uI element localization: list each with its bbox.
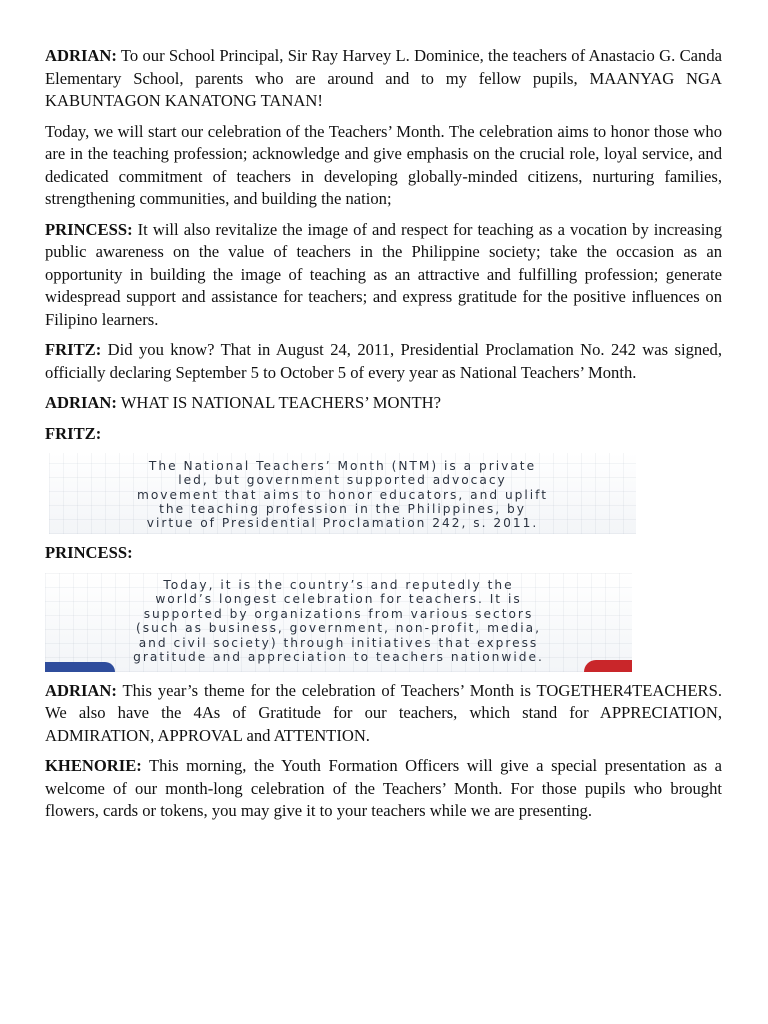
- paragraph-princess-revitalize: [45, 219, 722, 332]
- quote-line: the teaching profession in the Philippines, by: [159, 501, 526, 516]
- paragraph-adrian-greeting: [45, 45, 722, 113]
- longest-celebration-image: [45, 573, 632, 672]
- quote-line: led, but government supported advocacy: [178, 473, 507, 488]
- document-body: [45, 45, 722, 831]
- speaker-label: PRINCESS:: [45, 219, 133, 239]
- paragraph-text: Did you know? That in August 24, 2011, Presidential Proclamation No. 242 was signed, officially declaring September 5 to October 5 of every year as National Teachers’ Month.: [45, 340, 722, 382]
- quote-line: and civil society) through initiatives that express: [138, 635, 539, 650]
- longest-celebration-text: [45, 573, 632, 666]
- paragraph-fritz-proclamation: [45, 339, 722, 384]
- paragraph-adrian-theme: [45, 680, 722, 748]
- speaker-label-fritz: FRITZ:: [45, 423, 102, 443]
- speaker-label: ADRIAN:: [45, 393, 117, 412]
- paragraph-text: To our School Principal, Sir Ray Harvey L. Dominice, the teachers of Anastacio G. Canda Elementary School, parents who are around and to my fellow pupils, MAANYAG NGA KABUNTAGON KANATONG TANAN!: [45, 46, 722, 110]
- paragraph-text: It will also revitalize the image of and respect for teaching as a vocation by increasing public awareness on the value of teachers in the Philippine society; take the occasion as an opportunity in building the image of teaching as an attractive and fulfilling profession; generate widespread support and assistance for teachers; and express gratitude for the positive influences on Filipino learners.: [45, 219, 722, 329]
- ntm-definition-image: [49, 453, 636, 534]
- paragraph-adrian-question: [45, 392, 722, 415]
- quote-line: The National Teachers’ Month (NTM) is a private: [148, 459, 537, 473]
- speaker-label: ADRIAN:: [45, 46, 117, 65]
- paragraph-text: This morning, the Youth Formation Officers will give a special presentation as a welcome of our month-long celebration of the Teachers’ Month. For those pupils who brought flowers, cards or tokens, you may give it to your teachers while we are presenting.: [45, 756, 722, 820]
- quote-line: world’s longest celebration for teachers. It is: [155, 592, 522, 607]
- quote-line: (such as business, government, non-profit, media,: [135, 621, 541, 636]
- speaker-label: KHENORIE:: [45, 756, 142, 775]
- ntm-definition-text: [49, 453, 636, 530]
- paragraph-khenorie-presentation: [45, 755, 722, 823]
- quote-line: gratitude and appreciation to teachers nationwide.: [133, 650, 544, 665]
- paragraph-celebration-aims: [45, 121, 722, 211]
- blue-sash-decoration: [45, 662, 115, 672]
- paragraph-text: Today, we will start our celebration of the Teachers’ Month. The celebration aims to honor those who are in the teaching profession; acknowledge and give emphasis on the crucial role, loyal service, and dedicated commitment of teachers in developing globally-minded citizens, nurturing families, strengthening communities, and building the nation;: [45, 121, 722, 208]
- quote-line: movement that aims to honor educators, and uplift: [136, 487, 549, 502]
- quote-line: supported by organizations from various sectors: [143, 606, 534, 621]
- quote-line: Today, it is the country’s and reputedly the: [163, 577, 514, 592]
- speaker-label-princess: PRINCESS:: [45, 543, 133, 562]
- quote-line: virtue of Presidential Proclamation 242, s. 2011.: [146, 516, 539, 531]
- paragraph-text: WHAT IS NATIONAL TEACHERS’ MONTH?: [116, 393, 441, 412]
- speaker-label: FRITZ:: [45, 340, 102, 359]
- red-sash-decoration: [584, 660, 632, 672]
- speaker-label: ADRIAN:: [45, 680, 117, 700]
- paragraph-text: This year’s theme for the celebration of Teachers’ Month is TOGETHER4TEACHERS. We also have the 4As of Gratitude for our teachers, which stand for APPRECIATION, ADMIRATION, APPROVAL and ATTENTION.: [45, 680, 722, 745]
